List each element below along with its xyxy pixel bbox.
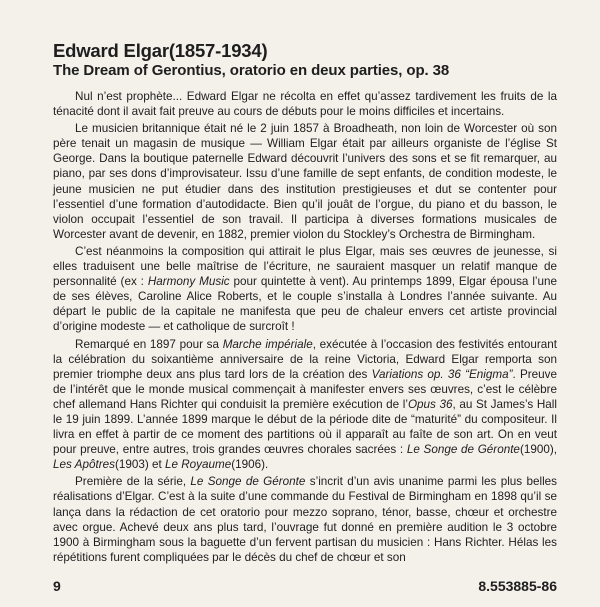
paragraph [53,337,557,473]
italic-title: Marche impériale [222,337,313,351]
italic-title: Le Songe de Géronte [406,443,520,457]
italic-title: Opus 36 [407,397,453,411]
paragraph [53,89,557,119]
text-run: Le musicien britannique était né le 2 juin 1857 à Broadheath, non loin de Worcester où son père tenait un magasin de musique — William Elgar était par ailleurs organiste de l’église St George. Dans la boutique paternelle Edward découvrit l’univers des sons et se fit remarquer, au piano, par ses dons d’improvisateur. Issu d’une famille de sept enfants, de condition modeste, le jeune musicien ne put étudier dans des institution prestigieuses et dut se contenter pour l’essentiel d’une formation d’autodidacte. Bien qu’il jouât de l’orgue, du piano et du basson, le violon occupait l’essentiel de son travail. Il participa à diverses formations musicales de Worcester avant de devenir, en 1882, premier violon du Stockley’s Orchestra de Birmingham. [53,122,557,241]
body-text [53,89,557,565]
page-number: 9 [53,578,61,594]
italic-title: Les Apôtres [53,458,115,472]
text-run: Remarqué en 1897 pour sa [75,337,223,351]
italic-title: Variations op. 36 “Enigma” [371,367,513,381]
text-run: Nul n’est prophète... Edward Elgar ne récolta en effet qu’assez tardivement les fruits de la ténacité dont il avait fait preuve au cours de débuts pour le moins difficiles et incertains. [53,90,557,119]
paragraph [53,474,557,565]
text-run: Première de la série, [75,475,191,489]
italic-title: Harmony Music [147,275,230,289]
italic-title: Le Royaume [164,458,232,472]
italic-title: Le Songe de Géronte [190,475,306,489]
text-run: C’est néanmoins la composition qui attirait le plus Elgar, mais ses œuvres de jeunesse, si elles traduisent une belle maîtrise de l’écriture, ne sauraient masquer un relatif manque de personnalité (ex : [53,244,557,289]
text-run: , au St James’s Hall le 19 juin 1899. L’année 1899 marque le début de la période dite de “maturité” du compositeur. Il livra en effet à partir de ce moment des partitions où il apparaît au faîte de son art. On en veut pour preuve, entre autres, trois grandes œuvres chorales sacrées : [53,397,557,457]
document-page [53,40,557,567]
text-run: (1900), [519,443,557,457]
page-subtitle: The Dream of Gerontius, oratorio en deux parties, op. 38 [53,62,450,79]
text-run: . Preuve de l’intérêt que le monde musical commençait à manifester envers ses œuvres, c’est le célèbre chef allemand Hans Richter qui conduisit la première exécution de l’ [53,367,557,411]
page-title: Edward Elgar(1857-1934) [53,40,268,61]
text-run: pour quintette à vent). Au printemps 1899, Elgar épousa l’une de ses élèves, Caroline Alice Roberts, et le couple s’installa à Londres l’année suivante. Au départ le public de la capitale ne manifesta que peu de chaleur envers cet artiste provincial d’origine modeste — et catholique de surcroît ! [53,275,558,334]
paragraph [53,121,557,242]
text-run: s’incrit d’un avis unanime parmi les plus belles réalisations d’Elgar. C’est à la suite d’une commande du Festival de Birmingham en 1898 qu’il se lança dans la rédaction de cet oratorio pour mezzo soprano, ténor, basse, chœur et orchestre avec orgue. Achevé deux ans plus tard, l’ouvrage fut donné en première audition le 3 octobre 1900 à Birmingham sous la baguette d’un fervent partisan du musicien : Hans Richter. Hélas les répétitions furent compliquées par le décès du chef de chœur et son [53,475,558,564]
text-run: , exécutée à l’occasion des festivités entourant la célébration du soixantième anniversaire de la reine Victoria, Edward Elgar remporta son premier triomphe deux ans plus tard lors de la création des [53,337,558,381]
text-run: (1903) et [114,458,165,472]
catalog-number: 8.553885-86 [478,578,557,594]
paragraph [53,244,557,335]
text-run: (1906). [231,458,269,472]
